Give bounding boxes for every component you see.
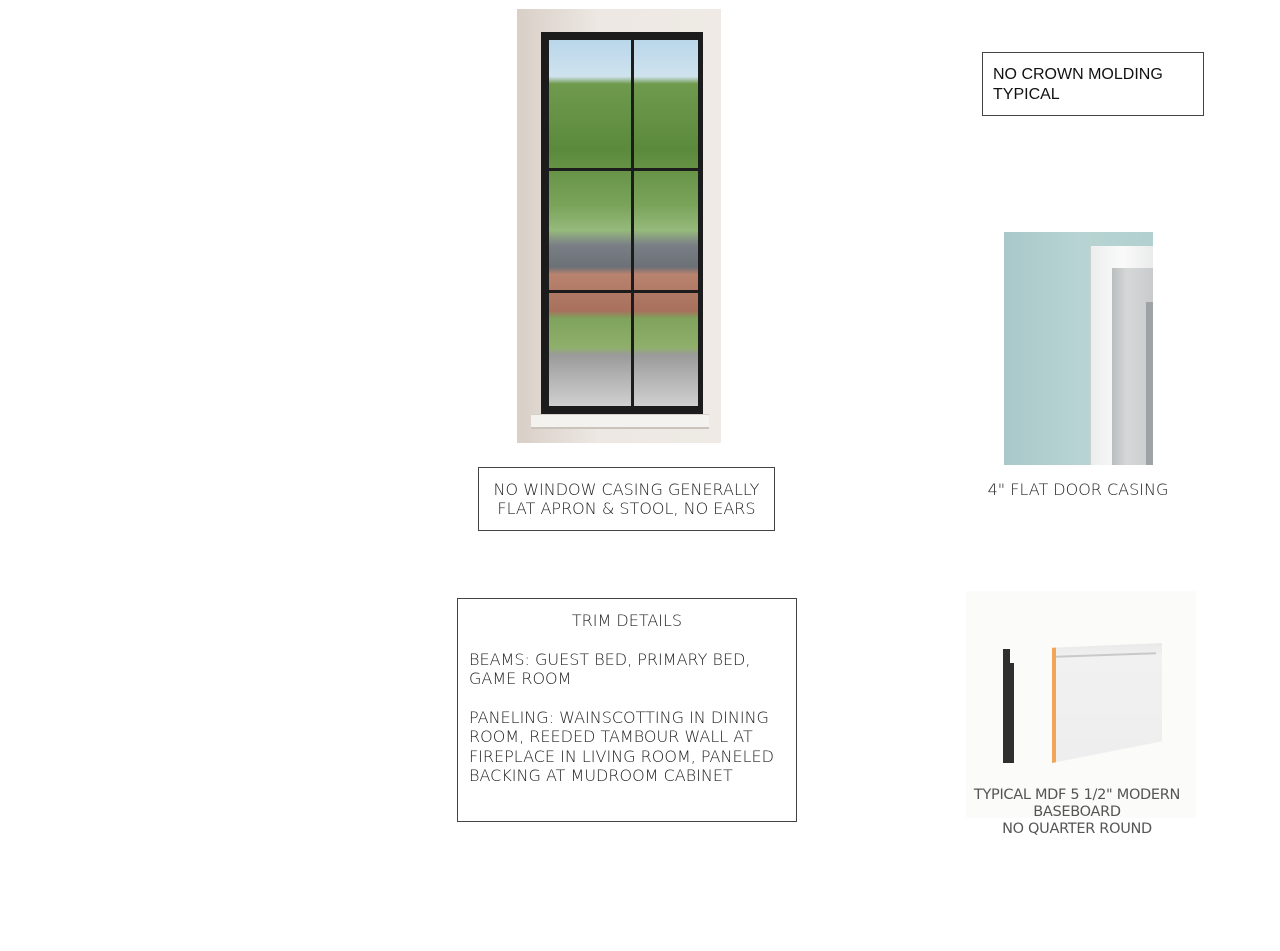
trim-details-box [457, 598, 797, 822]
crown-molding-note [982, 52, 1204, 116]
window-photo [517, 9, 721, 443]
baseboard-caption-line1: TYPICAL MDF 5 1/2" MODERN BASEBOARD [973, 787, 1181, 820]
window-casing-line1: NO WINDOW CASING GENERALLY [493, 480, 760, 499]
window-casing-note [478, 467, 775, 531]
trim-details-paneling: PANELING: WAINSCOTTING IN DINING ROOM, REEDED TAMBOUR WALL AT FIREPLACE IN LIVING ROOM, PANELED BACKING AT MUDROOM CABINET [469, 707, 774, 785]
baseboard-caption [930, 787, 1224, 838]
crown-molding-line1: NO CROWN MOLDING [993, 66, 1163, 83]
baseboard-illustration [966, 591, 1196, 818]
crown-molding-line2: TYPICAL [993, 86, 1060, 103]
window-sill [531, 414, 709, 429]
window-casing-line2: FLAT APRON & STOOL, NO EARS [497, 499, 756, 518]
baseboard-profile [1003, 649, 1014, 763]
baseboard-caption-line2: NO QUARTER ROUND [1002, 821, 1152, 837]
door-casing-caption: 4" FLAT DOOR CASING [987, 480, 1169, 499]
trim-details-heading: TRIM DETAILS [571, 611, 683, 630]
trim-details-beams: BEAMS: GUEST BED, PRIMARY BED, GAME ROOM [469, 649, 751, 688]
door-casing-photo [1004, 232, 1153, 465]
baseboard-board [1052, 643, 1162, 763]
window-frame [541, 32, 703, 414]
window-glass-view [549, 40, 698, 406]
